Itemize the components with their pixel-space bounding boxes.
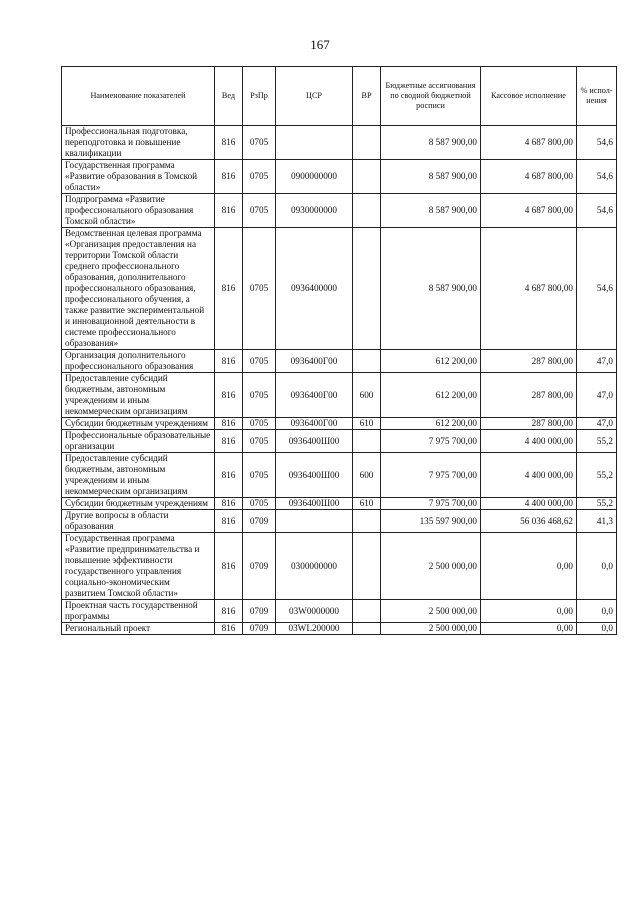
table-row (62, 510, 617, 533)
table-row (62, 430, 617, 453)
cell-budget-allocation: 612 200,00 (381, 418, 481, 430)
cell-rzpr: 0705 (243, 126, 276, 160)
table-row (62, 194, 617, 228)
cell-ved: 816 (215, 600, 243, 623)
cell-budget-allocation: 7 975 700,00 (381, 498, 481, 510)
cell-ved: 816 (215, 160, 243, 194)
cell-vr (353, 600, 381, 623)
cell-csr: 0936400Г00 (276, 373, 353, 418)
cell-execution-percent: 55,2 (577, 453, 617, 498)
cell-indicator-name: Профессиональные образовательные организации (62, 430, 215, 453)
cell-rzpr: 0705 (243, 350, 276, 373)
cell-ved: 816 (215, 126, 243, 160)
cell-cash-execution: 4 400 000,00 (481, 453, 577, 498)
cell-vr: 600 (353, 453, 381, 498)
cell-indicator-name: Подпрограмма «Развитие профессионального образования Томской области» (62, 194, 215, 228)
cell-indicator-name: Региональный проект (62, 623, 215, 635)
header-cash-execution: Кассовое исполнение (481, 67, 577, 126)
cell-cash-execution: 4 687 800,00 (481, 126, 577, 160)
cell-vr (353, 194, 381, 228)
cell-execution-percent: 55,2 (577, 498, 617, 510)
cell-cash-execution: 4 687 800,00 (481, 228, 577, 350)
cell-budget-allocation: 7 975 700,00 (381, 453, 481, 498)
cell-vr (353, 510, 381, 533)
cell-execution-percent: 0,0 (577, 600, 617, 623)
cell-cash-execution: 0,00 (481, 623, 577, 635)
cell-execution-percent: 0,0 (577, 623, 617, 635)
cell-execution-percent: 54,6 (577, 160, 617, 194)
cell-execution-percent: 54,6 (577, 126, 617, 160)
cell-ved: 816 (215, 194, 243, 228)
cell-csr: 0300000000 (276, 533, 353, 600)
cell-cash-execution: 287 800,00 (481, 350, 577, 373)
budget-execution-table (61, 66, 617, 635)
cell-cash-execution: 0,00 (481, 533, 577, 600)
cell-vr (353, 160, 381, 194)
cell-indicator-name: Государственная программа «Развитие образования в Томской области» (62, 160, 215, 194)
cell-cash-execution: 4 687 800,00 (481, 160, 577, 194)
table-row (62, 533, 617, 600)
cell-budget-allocation: 612 200,00 (381, 373, 481, 418)
table-row (62, 228, 617, 350)
cell-ved: 816 (215, 350, 243, 373)
cell-budget-allocation: 8 587 900,00 (381, 228, 481, 350)
cell-ved: 816 (215, 228, 243, 350)
header-indicator-name: Наименование показателей (62, 67, 215, 126)
table-row (62, 498, 617, 510)
cell-vr (353, 126, 381, 160)
table-row (62, 600, 617, 623)
cell-vr: 610 (353, 418, 381, 430)
cell-cash-execution: 0,00 (481, 600, 577, 623)
cell-rzpr: 0705 (243, 453, 276, 498)
cell-budget-allocation: 7 975 700,00 (381, 430, 481, 453)
cell-csr: 0936400Ш00 (276, 430, 353, 453)
cell-vr (353, 430, 381, 453)
cell-csr: 0936400Ш00 (276, 498, 353, 510)
cell-csr: 0900000000 (276, 160, 353, 194)
table-row (62, 350, 617, 373)
table-row (62, 160, 617, 194)
cell-budget-allocation: 2 500 000,00 (381, 623, 481, 635)
cell-rzpr: 0705 (243, 498, 276, 510)
cell-cash-execution: 4 687 800,00 (481, 194, 577, 228)
cell-indicator-name: Проектная часть государственной программы (62, 600, 215, 623)
cell-cash-execution: 4 400 000,00 (481, 430, 577, 453)
cell-execution-percent: 54,6 (577, 194, 617, 228)
cell-budget-allocation: 8 587 900,00 (381, 160, 481, 194)
cell-execution-percent: 0,0 (577, 533, 617, 600)
cell-budget-allocation: 8 587 900,00 (381, 194, 481, 228)
header-budget-allocation: Бюджетные ассигнования по сводной бюджетной росписи (381, 67, 481, 126)
cell-budget-allocation: 2 500 000,00 (381, 600, 481, 623)
cell-rzpr: 0709 (243, 533, 276, 600)
cell-ved: 816 (215, 533, 243, 600)
table-row (62, 126, 617, 160)
cell-rzpr: 0705 (243, 418, 276, 430)
cell-indicator-name: Субсидии бюджетным учреждениям (62, 418, 215, 430)
cell-rzpr: 0709 (243, 600, 276, 623)
cell-ved: 816 (215, 418, 243, 430)
cell-indicator-name: Ведомственная целевая программа «Организация предоставления на территории Томской области среднего профессионального образования, дополнительного профессионального образования, профессионального обучения, а также развитие экспериментальной и инновационной деятельности в системе профессионального образования» (62, 228, 215, 350)
cell-vr (353, 623, 381, 635)
cell-budget-allocation: 135 597 900,00 (381, 510, 481, 533)
cell-indicator-name: Предоставление субсидий бюджетным, автономным учреждениям и иным некоммерческим организациям (62, 373, 215, 418)
cell-cash-execution: 287 800,00 (481, 373, 577, 418)
cell-execution-percent: 55,2 (577, 430, 617, 453)
cell-vr (353, 350, 381, 373)
cell-ved: 816 (215, 623, 243, 635)
cell-csr: 0930000000 (276, 194, 353, 228)
cell-rzpr: 0705 (243, 373, 276, 418)
cell-rzpr: 0709 (243, 510, 276, 533)
cell-indicator-name: Другие вопросы в области образования (62, 510, 215, 533)
cell-execution-percent: 47,0 (577, 350, 617, 373)
cell-indicator-name: Государственная программа «Развитие предпринимательства и повышение эффективности государственного управления социально-экономическим развитием Томской области» (62, 533, 215, 600)
cell-indicator-name: Предоставление субсидий бюджетным, автономным учреждениям и иным некоммерческим организациям (62, 453, 215, 498)
cell-ved: 816 (215, 430, 243, 453)
cell-vr: 600 (353, 373, 381, 418)
cell-rzpr: 0705 (243, 430, 276, 453)
cell-vr: 610 (353, 498, 381, 510)
header-csr: ЦСР (276, 67, 353, 126)
cell-indicator-name: Субсидии бюджетным учреждениям (62, 498, 215, 510)
cell-cash-execution: 4 400 000,00 (481, 498, 577, 510)
cell-csr: 0936400Ш00 (276, 453, 353, 498)
cell-ved: 816 (215, 373, 243, 418)
header-vr: ВР (353, 67, 381, 126)
cell-rzpr: 0705 (243, 160, 276, 194)
cell-csr (276, 126, 353, 160)
table-header-row (62, 67, 617, 126)
header-rzpr: РзПр (243, 67, 276, 126)
cell-execution-percent: 41,3 (577, 510, 617, 533)
cell-vr (353, 228, 381, 350)
cell-rzpr: 0709 (243, 623, 276, 635)
header-execution-percent: % испол- нения (577, 67, 617, 126)
table-row (62, 453, 617, 498)
cell-budget-allocation: 8 587 900,00 (381, 126, 481, 160)
cell-indicator-name: Профессиональная подготовка, переподготовка и повышение квалификации (62, 126, 215, 160)
cell-cash-execution: 56 036 468,62 (481, 510, 577, 533)
cell-csr: 0936400Г00 (276, 350, 353, 373)
cell-execution-percent: 47,0 (577, 373, 617, 418)
cell-csr: 0936400000 (276, 228, 353, 350)
cell-rzpr: 0705 (243, 194, 276, 228)
table-row (62, 373, 617, 418)
cell-cash-execution: 287 800,00 (481, 418, 577, 430)
page-number: 167 (310, 37, 330, 52)
cell-ved: 816 (215, 510, 243, 533)
cell-budget-allocation: 612 200,00 (381, 350, 481, 373)
cell-indicator-name: Организация дополнительного профессионального образования (62, 350, 215, 373)
cell-vr (353, 533, 381, 600)
cell-rzpr: 0705 (243, 228, 276, 350)
cell-execution-percent: 47,0 (577, 418, 617, 430)
cell-budget-allocation: 2 500 000,00 (381, 533, 481, 600)
cell-csr: 0936400Г00 (276, 418, 353, 430)
cell-csr (276, 510, 353, 533)
header-ved: Вед (215, 67, 243, 126)
cell-ved: 816 (215, 453, 243, 498)
cell-execution-percent: 54,6 (577, 228, 617, 350)
table-row (62, 418, 617, 430)
table-row (62, 623, 617, 635)
cell-csr: 03WL200000 (276, 623, 353, 635)
cell-ved: 816 (215, 498, 243, 510)
cell-csr: 03W0000000 (276, 600, 353, 623)
